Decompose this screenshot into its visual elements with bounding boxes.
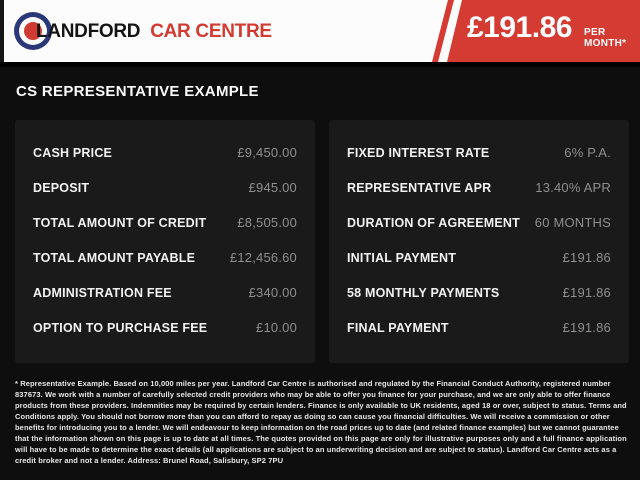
row-label: REPRESENTATIVE APR	[347, 180, 492, 195]
row-label: 58 MONTHLY PAYMENTS	[347, 285, 500, 300]
table-row	[329, 275, 629, 310]
disclaimer-text: * Representative Example. Based on 10,000 miles per year. Landford Car Centre is authorised and regulated by the Financial Conduct Authority, registered number 837673. We work with a number of carefully selected credit providers who may be able to offer you finance for your purchase, and we are only able to offer finance products from these providers. Indemnities may be required by certain lenders. Finance is only available to UK residents, aged 18 or over, subject to status. Terms and Conditions apply. You should not borrow more than you can afford to repay as doing so can cause you financial difficulties. We will receive a commission or other benefits for introducing you to a lender. We will endeavour to keep information on the road prices up to date (and related finance examples) but we cannot guarantee that the information shown on this page is up to date at all times. The quotes provided on this page are only for illustrative purposes only and a full finance application will have to be made to determine the exact details (all applications are subject to an underwriting decision and are subject to status). Landford Car Centre acts as a credit broker and not a lender. Address: Brunel Road, Salisbury, SP2 7PU	[15, 379, 627, 465]
brand-name-primary: LANDFORD	[36, 21, 141, 42]
row-value: £191.86	[562, 250, 611, 265]
row-label: OPTION TO PURCHASE FEE	[33, 320, 208, 335]
row-label: INITIAL PAYMENT	[347, 250, 457, 265]
table-row	[15, 275, 315, 310]
site-header	[0, 0, 640, 62]
row-value: £9,450.00	[237, 145, 297, 160]
row-value: £191.86	[562, 285, 611, 300]
row-value: £10.00	[256, 320, 297, 335]
row-value: £191.86	[562, 320, 611, 335]
table-row	[329, 205, 629, 240]
brand-name-secondary: CAR CENTRE	[150, 21, 272, 42]
table-row	[15, 170, 315, 205]
row-value: £12,456.60	[229, 250, 297, 265]
row-label: FINAL PAYMENT	[347, 320, 449, 335]
brand-name	[36, 21, 272, 43]
row-value: 60 MONTHS	[534, 215, 611, 230]
table-row	[329, 240, 629, 275]
left-edge-strip	[0, 0, 4, 62]
row-label: TOTAL AMOUNT PAYABLE	[33, 250, 196, 265]
monthly-price-suffix: PER MONTH*	[584, 27, 627, 49]
table-row	[15, 135, 315, 170]
finance-panel-left	[15, 120, 315, 363]
row-label: CASH PRICE	[33, 145, 113, 160]
row-value: £945.00	[248, 180, 297, 195]
row-value: 6% P.A.	[564, 145, 611, 160]
row-value: 13.40% APR	[535, 180, 611, 195]
row-label: DEPOSIT	[33, 180, 90, 195]
finance-panel-right	[329, 120, 629, 363]
table-row	[329, 310, 629, 345]
row-value: £340.00	[248, 285, 297, 300]
row-value: £8,505.00	[237, 215, 297, 230]
table-row	[15, 240, 315, 275]
row-label: FIXED INTEREST RATE	[347, 145, 490, 160]
price-banner	[420, 0, 640, 62]
table-row	[15, 310, 315, 345]
row-label: ADMINISTRATION FEE	[33, 285, 172, 300]
table-row	[329, 170, 629, 205]
row-label: DURATION OF AGREEMENT	[347, 215, 520, 230]
header-divider	[0, 62, 640, 67]
table-row	[15, 205, 315, 240]
table-row	[329, 135, 629, 170]
row-label: TOTAL AMOUNT OF CREDIT	[33, 215, 207, 230]
monthly-price: £191.86	[467, 11, 572, 44]
page-title: CS REPRESENTATIVE EXAMPLE	[16, 83, 259, 100]
